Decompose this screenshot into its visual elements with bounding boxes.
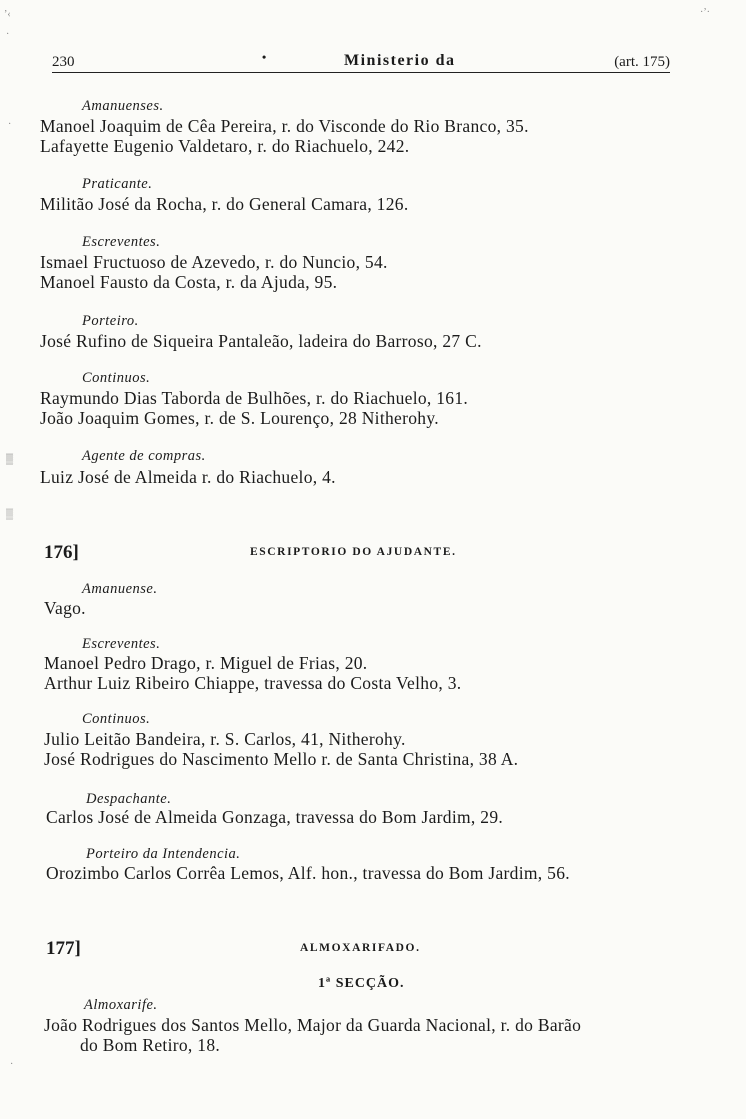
entry-line: Ismael Fructuoso de Azevedo, r. do Nuncio, 54. — [40, 252, 388, 272]
entry-line: Arthur Luiz Ribeiro Chiappe, travessa do Costa Velho, 3. — [44, 673, 462, 693]
role-heading: Amanuense. — [82, 581, 158, 597]
header-rule — [52, 72, 670, 73]
section-title: ALMOXARIFADO. — [300, 942, 421, 954]
role-heading: Porteiro. — [82, 313, 139, 329]
entry-line: Julio Leitão Bandeira, r. S. Carlos, 41, Nitherohy. — [44, 729, 406, 749]
role-heading: Continuos. — [82, 711, 151, 727]
entry-line: Carlos José de Almeida Gonzaga, travessa do Bom Jardim, 29. — [46, 807, 504, 827]
scan-speck: ʼ‹ — [4, 9, 11, 20]
entry-line: José Rodrigues do Nascimento Mello r. de Santa Christina, 38 A. — [44, 749, 519, 769]
header-mark: • — [262, 50, 267, 64]
scan-speck: · — [6, 29, 10, 40]
running-title: Ministerio da — [344, 52, 456, 69]
role-heading: Agente de compras. — [82, 448, 206, 464]
role-heading: Continuos. — [82, 370, 151, 386]
entry-line: José Rufino de Siqueira Pantaleão, ladeira do Barroso, 27 C. — [40, 331, 482, 351]
entry-line: Luiz José de Almeida r. do Riachuelo, 4. — [40, 467, 336, 487]
role-heading: Escreventes. — [82, 636, 161, 652]
scan-speck: · — [8, 119, 12, 130]
section-number: 176] — [44, 542, 79, 563]
entry-line: João Rodrigues dos Santos Mello, Major da Guarda Nacional, r. do Barão — [44, 1015, 582, 1035]
entry-line: Militão José da Rocha, r. do General Camara, 126. — [40, 194, 409, 214]
entry-line: João Joaquim Gomes, r. de S. Lourenço, 28 Nitherohy. — [40, 408, 439, 428]
subsection-title: 1ª SECÇÃO. — [318, 976, 405, 991]
role-heading: Despachante. — [86, 791, 172, 807]
entry-line: Orozimbo Carlos Corrêa Lemos, Alf. hon., travessa do Bom Jardim, 56. — [46, 863, 570, 883]
entry-line: do Bom Retiro, 18. — [80, 1035, 221, 1055]
role-heading: Escreventes. — [82, 234, 161, 250]
article-reference: (art. 175) — [614, 54, 670, 70]
role-heading: Almoxarife. — [84, 997, 158, 1013]
role-heading: Amanuenses. — [82, 98, 164, 114]
entry-line: Manoel Fausto da Costa, r. da Ajuda, 95. — [40, 272, 338, 292]
scan-speck: · — [10, 1059, 14, 1070]
scan-speck: ·ʼ· — [700, 7, 710, 18]
page-number: 230 — [52, 54, 75, 70]
entry-line: Raymundo Dias Taborda de Bulhões, r. do Riachuelo, 161. — [40, 388, 469, 408]
entry-line: Lafayette Eugenio Valdetaro, r. do Riachuelo, 242. — [40, 136, 410, 156]
entry-line: Manoel Joaquim de Cêa Pereira, r. do Visconde do Rio Branco, 35. — [40, 116, 529, 136]
page-header — [52, 52, 670, 74]
scan-speck: ▒ — [6, 454, 14, 465]
role-heading: Praticante. — [82, 176, 153, 192]
section-number: 177] — [46, 938, 81, 959]
entry-line: Vago. — [44, 598, 86, 618]
entry-line: Manoel Pedro Drago, r. Miguel de Frias, 20. — [44, 653, 368, 673]
scan-speck: ▒ — [6, 509, 14, 520]
section-title: ESCRIPTORIO DO AJUDANTE. — [250, 546, 457, 558]
role-heading: Porteiro da Intendencia. — [86, 846, 241, 862]
